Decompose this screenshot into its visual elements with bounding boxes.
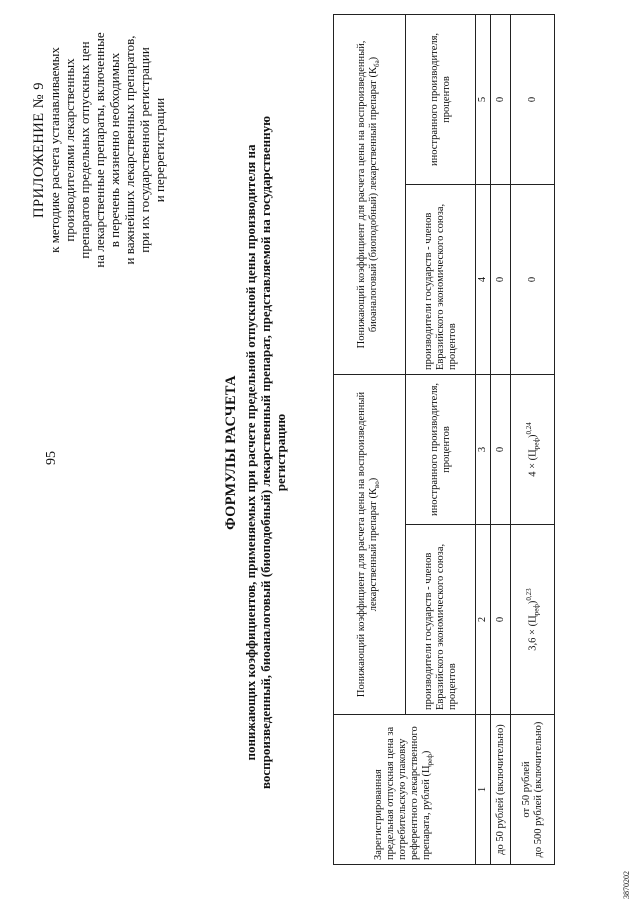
column-number: 5 xyxy=(476,14,491,184)
formulas-title: ФОРМУЛЫ РАСЧЕТА xyxy=(223,375,239,530)
generic-coefficient-header: Понижающий коэффициент для расчета цены на воспроизведенный лекарственный препарат $(К_{во})$ xyxy=(334,374,406,714)
foreign-producer-header: иностранного производителя, процентов xyxy=(406,14,476,184)
foreign-producer-header: иностранного производителя, процентов xyxy=(406,374,476,524)
column-number: 2 xyxy=(476,525,491,715)
value-cell: 0 xyxy=(491,525,511,715)
column-numbers-row xyxy=(476,14,491,864)
attachment-line: при их государственной регистрации xyxy=(137,47,152,253)
attachment-line: и важнейших лекарственных препаратов, xyxy=(122,35,137,265)
formula-cell: $3,6 \times (Ц_{реф})^{0,23}$ xyxy=(511,525,555,715)
table-header-row xyxy=(334,14,406,864)
formulas-subtitle xyxy=(243,95,288,810)
formula-cell: $4 \times (Ц_{реф})^{0,24}$ xyxy=(511,374,555,524)
attachment-block xyxy=(32,30,167,270)
eaeu-producers-header: производители государств - членов Евразийского экономического союза, процентов xyxy=(406,184,476,374)
biosimilar-coefficient-header: Понижающий коэффициент для расчета цены на воспроизведенный, биоаналоговый (биоподобный) лекарственный препарат $(К_{ба})$ xyxy=(334,14,406,374)
column-number: 3 xyxy=(476,374,491,524)
attachment-line: в перечень жизненно необходимых xyxy=(107,52,122,248)
attachment-line: к методике расчета устанавливаемых xyxy=(47,47,62,253)
value-cell: 0 xyxy=(511,14,555,184)
attachment-line: на лекарственные препараты, включенные xyxy=(92,32,107,268)
attachment-line: производителями лекарственных xyxy=(62,58,77,242)
page-number: 95 xyxy=(44,451,59,465)
table-row xyxy=(511,14,555,864)
value-cell: 0 xyxy=(491,184,511,374)
document-code: 3870202 xyxy=(622,871,631,899)
price-range-cell: до 50 рублей (включительно) xyxy=(491,715,511,865)
column-number: 4 xyxy=(476,184,491,374)
attachment-line: препаратов предельных отпускных цен xyxy=(77,41,92,259)
eaeu-producers-header: производители государств - членов Евразийского экономического союза, процентов xyxy=(406,525,476,715)
value-cell: 0 xyxy=(491,14,511,184)
attachment-title: ПРИЛОЖЕНИЕ № 9 xyxy=(31,82,47,218)
value-cell: 0 xyxy=(491,374,511,524)
reference-price-header: Зарегистрированная предельная отпускная цена за потребительскую упаковку референтного лекарственного препарата, рублей $(Ц_{реф})$ xyxy=(334,715,476,865)
subtitle-line: понижающих коэффициентов, применяемых при расчете предельной отпускной цены производителя на xyxy=(243,144,258,761)
subtitle-line: воспроизведенный, биоаналоговый (биоподобный) лекарственный препарат, представляемой на государственную xyxy=(258,115,273,790)
table-row xyxy=(491,14,511,864)
coefficients-table xyxy=(333,14,555,865)
attachment-line: и перерегистрации xyxy=(152,97,167,203)
value-cell: 0 xyxy=(511,184,555,374)
price-range-cell: от 50 рублей до 500 рублей (включительно) xyxy=(511,715,555,865)
column-number: 1 xyxy=(476,715,491,865)
subtitle-line: регистрацию xyxy=(273,413,288,492)
